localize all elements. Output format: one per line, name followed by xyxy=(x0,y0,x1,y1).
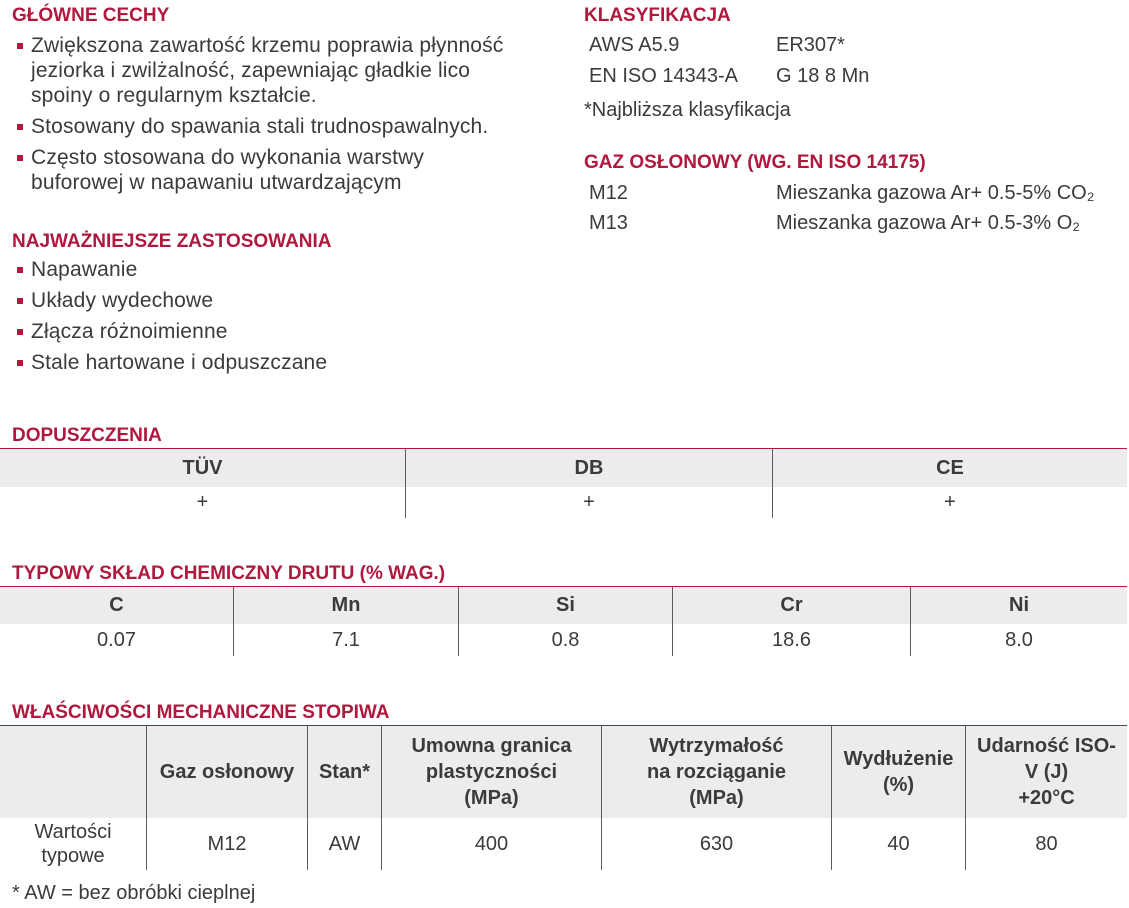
list-item xyxy=(12,288,515,313)
chemical-composition-section xyxy=(0,561,1127,656)
table-cell: + xyxy=(772,487,1127,518)
features-section xyxy=(12,4,552,195)
shielding-gas-heading: GAZ OSŁONOWY (WG. EN ISO 14175) xyxy=(584,152,926,173)
bullet-square-icon xyxy=(17,43,23,49)
header-label-shielding-gas: Gaz osłonowy xyxy=(159,761,295,783)
mechanical-properties-heading: WŁAŚCIWOŚCI MECHANICZNE STOPIWA xyxy=(12,702,390,723)
bullet-square-icon xyxy=(17,329,23,335)
header-label-elongation: Wydłużenie (%) xyxy=(843,748,954,796)
classification-standard: EN ISO 14343-A xyxy=(589,65,738,87)
list-item-text: Często stosowana do wykonania warstwy buforowej w napawaniu utwardzającym xyxy=(31,146,425,194)
list-item xyxy=(12,114,515,139)
table-cell: 630 xyxy=(601,818,831,870)
table-header-cell xyxy=(831,726,965,818)
chemical-composition-table xyxy=(0,587,1127,656)
features-heading: GŁÓWNE CECHY xyxy=(12,5,170,26)
table-cell: 400 xyxy=(381,818,601,870)
table-header-cell xyxy=(307,726,381,818)
table-header-cell xyxy=(965,726,1127,818)
gas-description: Mieszanka gazowa Ar+ 0.5-3% O₂ xyxy=(776,212,1081,234)
gas-description: Mieszanka gazowa Ar+ 0.5-5% CO₂ xyxy=(776,182,1095,204)
mechanical-properties-section xyxy=(0,700,1127,870)
gas-code: M13 xyxy=(589,212,628,234)
table-header-cell: Cr xyxy=(672,587,910,624)
footnote: * AW = bez obróbki cieplnej xyxy=(12,882,256,904)
table-cell: 0.8 xyxy=(458,624,672,656)
table-cell: M12 xyxy=(146,818,307,870)
table-header-cell xyxy=(601,726,831,818)
bullet-square-icon xyxy=(17,360,23,366)
header-label-tensile-strength: Wytrzymałość na rozciąganie (MPa) xyxy=(647,735,786,809)
bullet-square-icon xyxy=(17,155,23,161)
table-cell: 18.6 xyxy=(672,624,910,656)
table-cell: 80 xyxy=(965,818,1127,870)
list-item xyxy=(12,145,515,195)
classification-standard: AWS A5.9 xyxy=(589,34,680,56)
table-header-cell: CE xyxy=(772,449,1127,487)
features-list xyxy=(12,33,552,195)
approvals-heading: DOPUSZCZENIA xyxy=(12,425,162,446)
gas-code: M12 xyxy=(589,182,628,204)
table-header-cell: TÜV xyxy=(0,449,405,487)
header-label-yield-strength: Umowna granica plastyczności (MPa) xyxy=(411,735,572,809)
row-label-text: Wartości typowe xyxy=(34,821,112,867)
table-header-cell: DB xyxy=(405,449,772,487)
table-cell: 40 xyxy=(831,818,965,870)
table-cell: AW xyxy=(307,818,381,870)
shielding-gas-section xyxy=(584,151,1124,238)
table-cell: 8.0 xyxy=(910,624,1127,656)
bullet-square-icon xyxy=(17,267,23,273)
header-label-impact-energy: Udarność ISO-V (J) xyxy=(977,735,1116,783)
list-item-text: Złącza różnoimienne xyxy=(31,320,228,343)
list-item xyxy=(12,350,515,375)
table-cell: + xyxy=(405,487,772,518)
table-row-label xyxy=(0,818,146,870)
approvals-section xyxy=(0,423,1127,518)
classification-list xyxy=(584,30,1124,92)
mechanical-properties-table xyxy=(0,726,1127,870)
shielding-gas-list xyxy=(584,178,1124,238)
classification-designation: ER307* xyxy=(776,34,845,56)
list-item-text: Układy wydechowe xyxy=(31,289,214,312)
applications-section xyxy=(12,230,552,375)
header-label-condition: Stan* xyxy=(318,761,371,783)
table-header-cell xyxy=(381,726,601,818)
classification-section xyxy=(584,4,1124,122)
table-header-cell: C xyxy=(0,587,233,624)
list-item-text: Zwiększona zawartość krzemu poprawia płynność jeziorka i zwilżalność, zapewniając gładkie lico spoiny o regularnym kształcie. xyxy=(31,34,504,107)
list-item xyxy=(12,33,515,108)
table-header-cell: Mn xyxy=(233,587,458,624)
table-header-cell: Ni xyxy=(910,587,1127,624)
list-item xyxy=(12,257,515,282)
applications-heading: NAJWAŻNIEJSZE ZASTOSOWANIA xyxy=(12,231,332,252)
classification-note: *Najbliższa klasyfikacja xyxy=(584,99,791,121)
table-header-cell: Si xyxy=(458,587,672,624)
bullet-square-icon xyxy=(17,124,23,130)
list-item-text: Napawanie xyxy=(31,258,138,281)
list-item-text: Stale hartowane i odpuszczane xyxy=(31,351,328,374)
classification-designation: G 18 8 Mn xyxy=(776,65,870,87)
table-header-cell-empty xyxy=(0,726,146,818)
table-header-cell xyxy=(146,726,307,818)
table-cell: 7.1 xyxy=(233,624,458,656)
chemical-composition-heading: TYPOWY SKŁAD CHEMICZNY DRUTU (% WAG.) xyxy=(12,563,446,584)
approvals-table xyxy=(0,449,1127,518)
table-cell: + xyxy=(196,491,209,513)
classification-heading: KLASYFIKACJA xyxy=(584,5,731,26)
table-cell: 0.07 xyxy=(97,628,136,651)
header-label-stack xyxy=(974,733,1120,811)
bullet-square-icon xyxy=(17,298,23,304)
applications-list xyxy=(12,257,552,375)
list-item xyxy=(12,319,515,344)
list-item-text: Stosowany do spawania stali trudnospawalnych. xyxy=(31,115,489,138)
header-label-impact-temperature: +20°C xyxy=(1018,787,1075,809)
